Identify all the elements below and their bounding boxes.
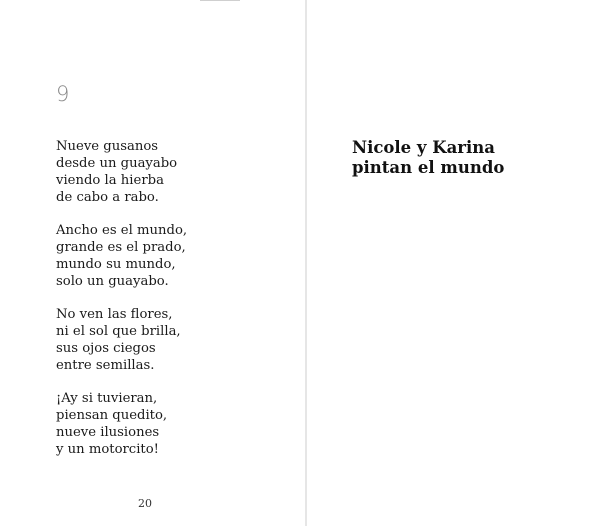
verse-line: entre semillas.	[56, 358, 155, 373]
verse-line: nueve ilusiones	[56, 425, 160, 440]
right-page	[307, 0, 612, 526]
page-number: 20	[138, 497, 152, 510]
verse-line: ¡Ay si tuvieran,	[56, 391, 158, 406]
stanza-2	[56, 222, 296, 290]
top-edge-mark	[200, 0, 240, 1]
chapter-title-line: pintan el mundo	[352, 158, 505, 177]
verse-line: Ancho es el mundo,	[56, 223, 188, 238]
poem	[56, 138, 296, 474]
stanza-3	[56, 306, 296, 374]
chapter-title-line: Nicole y Karina	[352, 138, 495, 157]
stanza-4	[56, 390, 296, 458]
stanza-1	[56, 138, 296, 206]
verse-line: grande es el prado,	[56, 240, 186, 255]
verse-line: mundo su mundo,	[56, 257, 176, 272]
verse-line: de cabo a rabo.	[56, 190, 159, 205]
chapter-title	[352, 138, 504, 178]
verse-line: y un motorcito!	[56, 442, 159, 457]
verse-line: No ven las flores,	[56, 307, 173, 322]
verse-line: Nueve gusanos	[56, 139, 159, 154]
verse-line: solo un guayabo.	[56, 274, 169, 289]
poem-number: 9	[56, 82, 70, 106]
verse-line: viendo la hierba	[56, 173, 164, 188]
verse-line: sus ojos ciegos	[56, 341, 156, 356]
verse-line: ni el sol que brilla,	[56, 324, 181, 339]
verse-line: piensan quedito,	[56, 408, 168, 423]
verse-line: desde un guayabo	[56, 156, 178, 171]
